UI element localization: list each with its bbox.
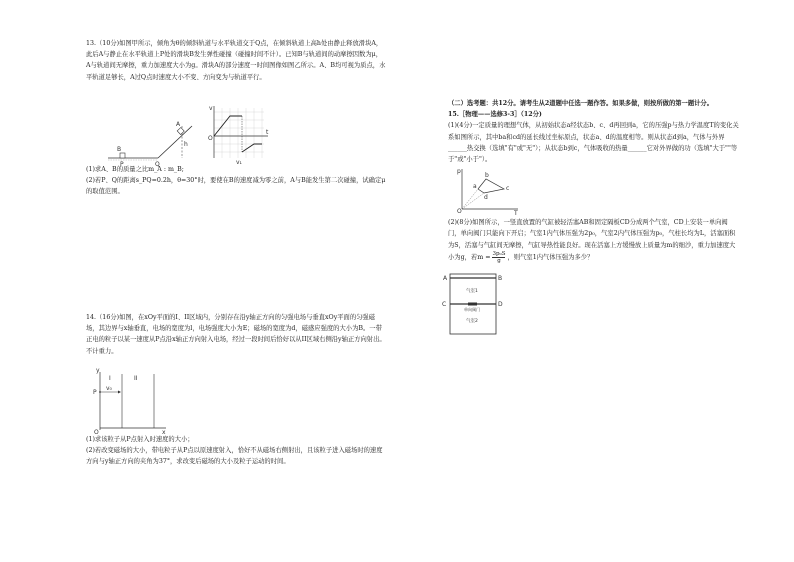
q15-cylinder-figure — [438, 268, 510, 338]
vt-line-after — [242, 144, 262, 152]
label-p: p — [457, 168, 461, 176]
label-d: D — [498, 300, 503, 308]
cycle-path — [478, 179, 504, 193]
q14-figure — [92, 368, 168, 434]
label-h: h — [184, 141, 188, 148]
q14-stem: 14.（16分)如图，在xOy平面的I、II区域内，分别存在沿y轴正方向的匀强电场与垂直xOy平面的匀强磁场，其边界与x轴垂直，电场的宽度为l，电场强度大小为E；磁场的宽度为d，磁感应强度的大小为B。一带正电的粒子以某一速度从P点沿x轴正方向射入电场，经过一段时间后恰好以从II区域右侧沿y轴正方向射出。不计重力。 — [86, 314, 386, 355]
fraction-numerator: 3p₀S — [492, 250, 506, 257]
question-14 — [86, 312, 386, 357]
q13-figure-incline — [106, 120, 196, 166]
label-o: O — [208, 135, 213, 142]
label-t: T — [514, 210, 518, 218]
question-13 — [86, 38, 386, 83]
label-v0: v₀ — [106, 385, 112, 392]
vt-line-before — [214, 116, 242, 136]
mass-fraction — [492, 251, 505, 264]
label-d: d — [484, 194, 488, 202]
label-p: P — [93, 389, 97, 396]
label-v: v — [209, 105, 213, 112]
q15-pt-graph — [456, 167, 520, 218]
label-region-1: I — [109, 375, 111, 382]
label-c: c — [506, 185, 510, 193]
label-b: B — [498, 274, 503, 282]
question-14-subparts — [86, 434, 386, 468]
q14-sub1: (1)求该粒子从P点射入时速度的大小； — [86, 436, 194, 443]
q15-part2-question: ，则气室1内气体压强为多少？ — [507, 253, 594, 261]
label-a: A — [443, 274, 448, 282]
block-a — [177, 127, 184, 134]
q15-part2 — [448, 217, 740, 264]
label-a: a — [473, 183, 477, 191]
label-valve: 单向阀门 — [464, 306, 480, 312]
label-y: y — [96, 367, 100, 374]
label-x: x — [162, 429, 166, 436]
label-region-2: II — [134, 375, 138, 382]
label-room-2: 气室2 — [466, 318, 478, 324]
label-b: b — [485, 172, 489, 180]
elective-header: （二）选考题：共12分。请考生从2道题中任选一题作答。如果多做，则按所做的第一题计分。 — [448, 100, 714, 107]
label-room-1: 气室1 — [466, 288, 478, 294]
block-b — [120, 153, 125, 158]
q13-figure-vt-graph — [206, 104, 272, 166]
fraction-denominator: g — [497, 257, 501, 264]
label-q: Q — [155, 161, 160, 168]
label-t: t — [266, 129, 269, 136]
label-p: P — [120, 161, 124, 168]
label-a: A — [176, 121, 181, 128]
q15-title: 15.［物理——选修3-3］（12分) — [448, 111, 542, 119]
q13-sub2: (2)若P、Q的距离s_PQ=0.2h，θ=30°时，要使在B的速度减为零之前，A与B能发生第二次碰撞，试确定μ的取值范围。 — [86, 177, 386, 196]
q13-sub1: (1)求A、B的质量之比m_A : m_B; — [86, 166, 184, 173]
q13-stem: 13.（10分)如图甲所示，倾角为θ的倾斜轨道与水平轨道交于Q点，在倾斜轨道上高h处由静止释放滑块A，此后A与静止在水平轨道上P处的滑块B发生弹性碰撞（碰撞时间不计）。已知B与轨道间的动摩擦因数为μ，A与轨道间无摩擦，重力加速度大小为g。滑块A的部分速度一时间图像如图乙所示。A、B均可视为质点，水平轨道足够长，A过Q点时速度大小不变、方向变为与轨道平行。 — [86, 40, 386, 81]
valve-icon — [468, 302, 477, 305]
question-13-subparts — [86, 164, 386, 198]
label-v1: v₁ — [236, 159, 242, 166]
q14-sub2: (2)若改变磁场的大小，带电粒子从P点以原速度射入，恰好不从磁场右侧射出，且该粒子进入磁场时的速度方向与y轴正方向的夹角为37°，求改变后磁场的大小及粒子运动的时间。 — [86, 447, 383, 466]
q15-part1: (1)(4分)一定质量的理想气体，从初始状态a经状态b、c、d再回到a，它的压强p与热力学温度T的变化关系如图所示，其中ba和cd的延长线过坐标原点，状态a、d的温度相等。则从状态d到a，气体与外界______热交换（选填"有"或"无"）；从状态b到c，气体吸收的热量______它对外界做的功（选填"大于""等于"或"小于"）。 — [448, 122, 739, 164]
label-b: B — [117, 146, 122, 153]
label-o: O — [457, 208, 462, 216]
label-c: C — [442, 300, 447, 308]
right-column — [442, 98, 740, 338]
q15-part2-text: (2)(8分)如图所示，一竖直放置的气缸被轻活塞AB和固定隔板CD分成两个气室，CD上安装一单向阀门，单向阀门只能向下开启；气室1内气体压强为2p₀，气室2内气体压强为p₀，气柱长均为L，活塞面积为S，活塞与气缸间无摩擦，气缸导热性能良好。现在活塞上方缓慢放上质量为m的细沙，重力加速度大小为g，若m = — [448, 219, 736, 261]
label-o: O — [94, 429, 99, 436]
